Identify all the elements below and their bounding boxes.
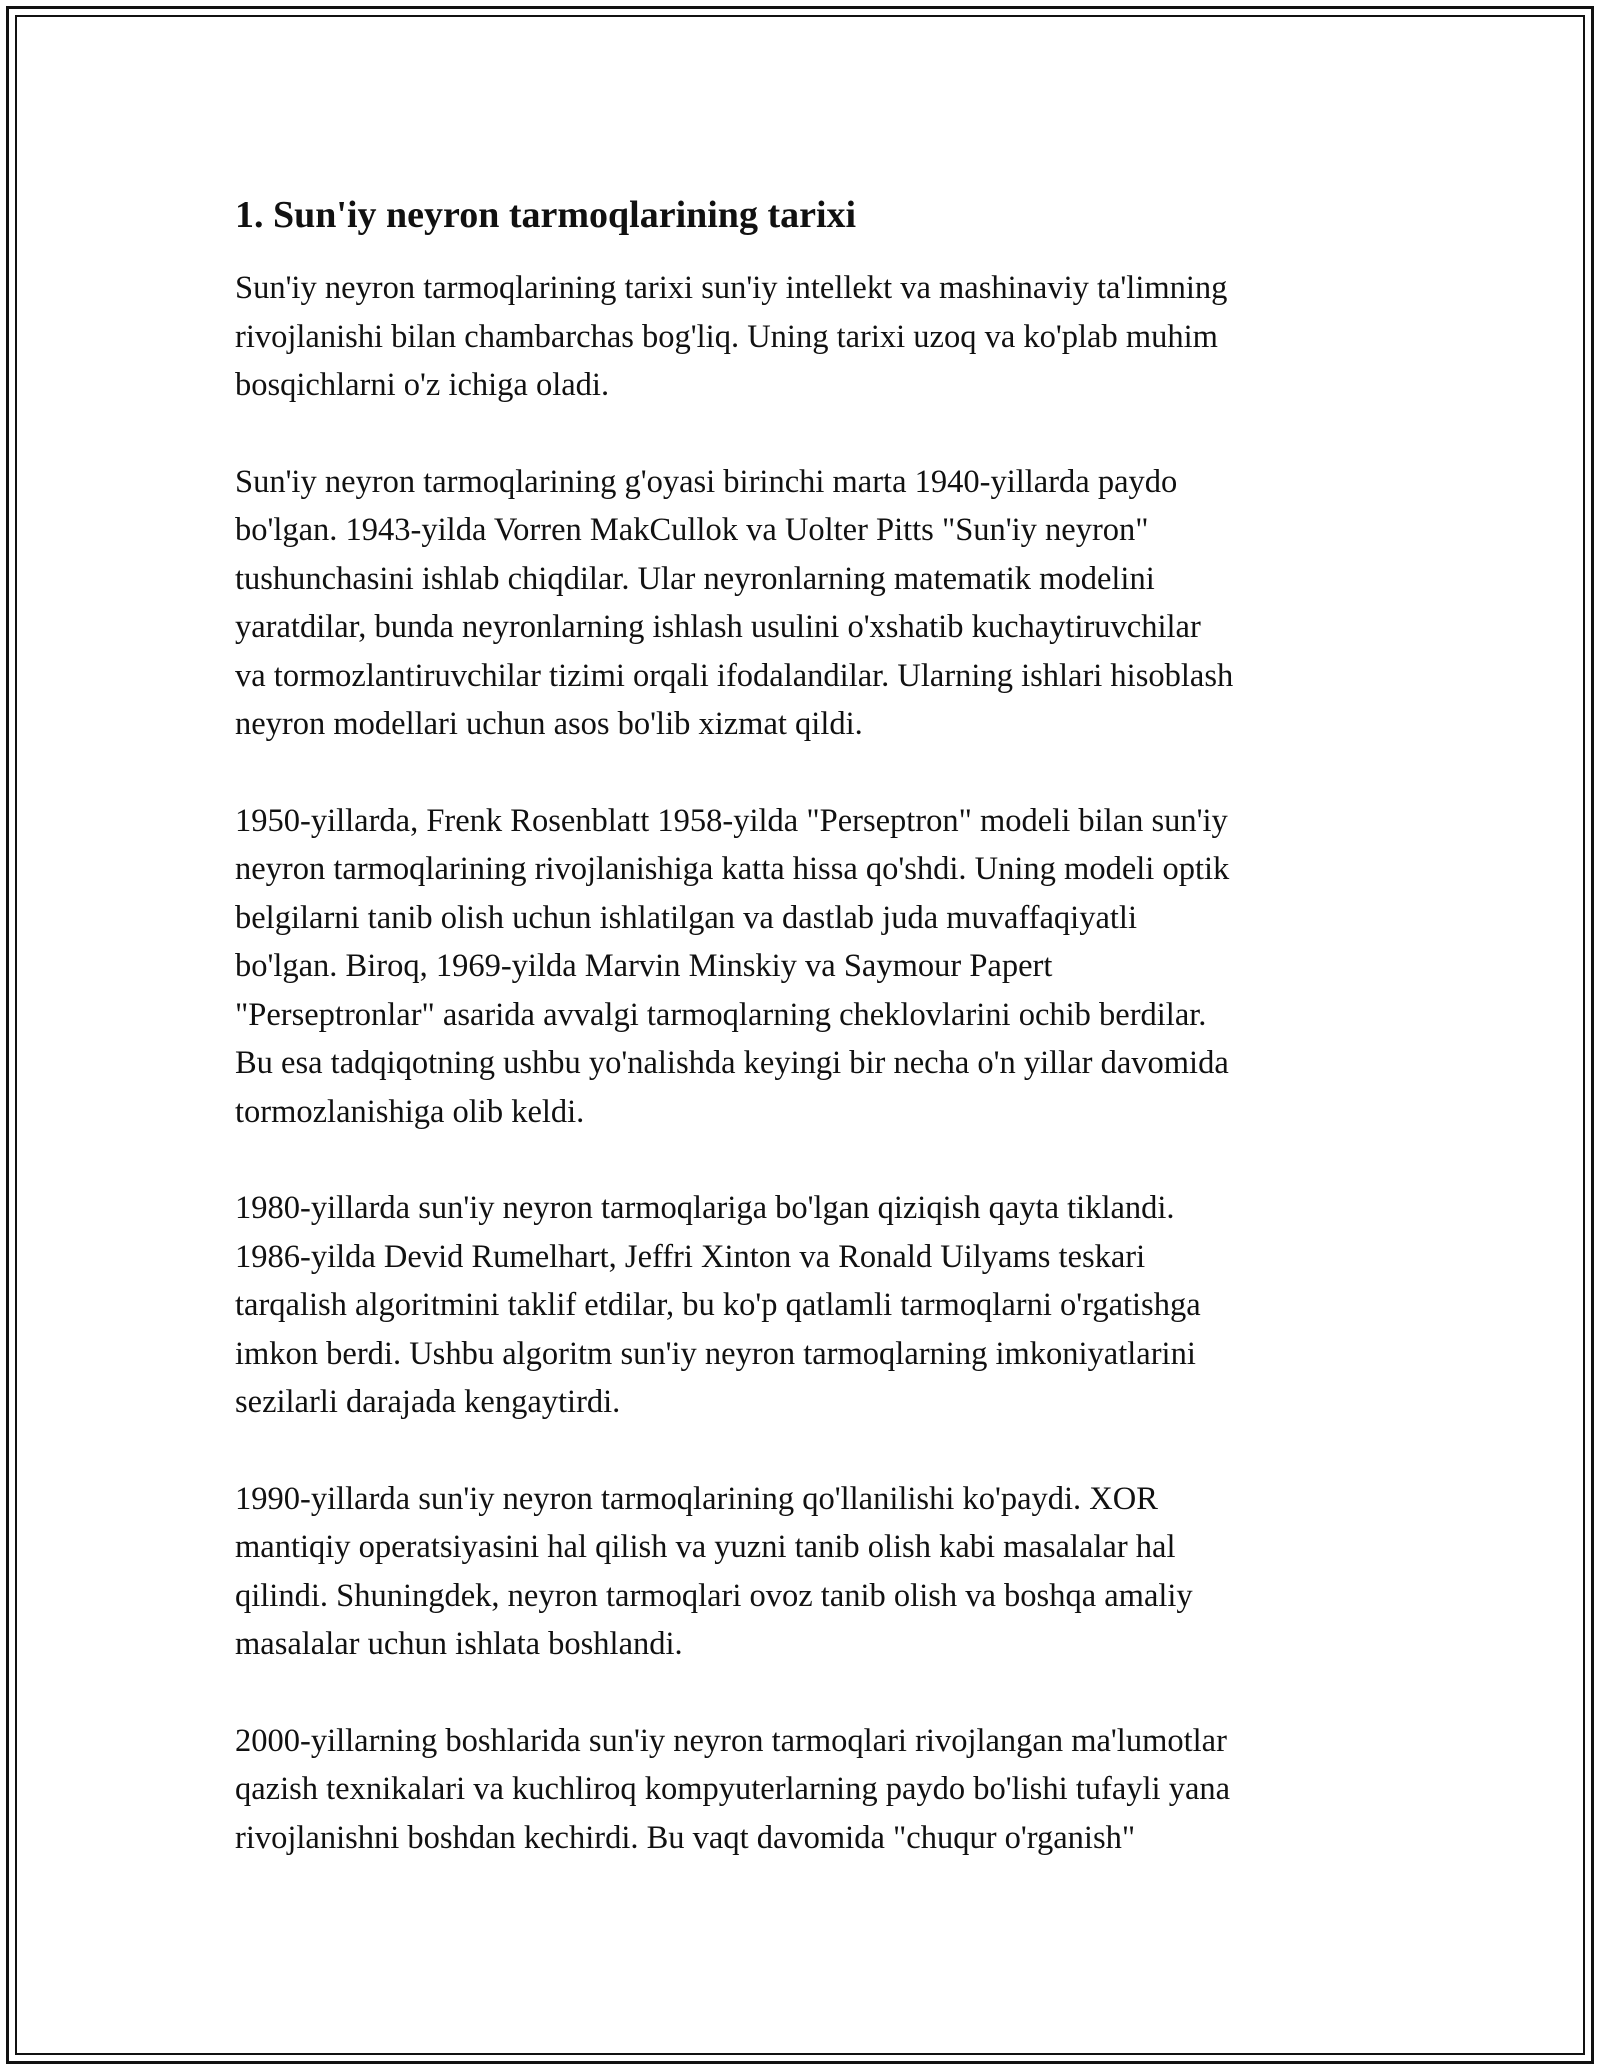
- paragraph-1950s: 1950-yillarda, Frenk Rosenblatt 1958-yilda "Perseptron" modeli bilan sun'iy neyron tarmoqlarining rivojlanishiga katta hissa qo'shdi. Uning modeli optik belgilarni tanib olish uchun ishlatilgan va dastlab juda muvaffaqiyatli bo'lgan. Biroq, 1969-yilda Marvin Minskiy va Saymour Papert "Perseptronlar" asarida avvalgi tarmoqlarning cheklovlarini ochib berdilar. Bu esa tadqiqotning ushbu yo'nalishda keyingi bir necha o'n yillar davomida tormozlanishiga olib keldi.: [235, 802, 1230, 1130]
- document-body: [235, 190, 1380, 1910]
- paragraph-2000s: 2000-yillarning boshlarida sun'iy neyron tarmoqlari rivojlangan ma'lumotlar qazish texnikalari va kuchliroq kompyuterlarning paydo bo'lishi tufayli yana rivojlanishni boshdan kechirdi. Bu vaqt davomida "chuqur o'rganish": [235, 1722, 1231, 1856]
- paragraph-1990s: 1990-yillarda sun'iy neyron tarmoqlarining qo'llanilishi ko'paydi. XOR mantiqiy operatsiyasini hal qilish va yuzni tanib olish kabi masalalar hal qilindi. Shuningdek, neyron tarmoqlari ovoz tanib olish va boshqa amaliy masalalar uchun ishlata boshlandi.: [235, 1480, 1193, 1662]
- section-heading: 1. Sun'iy neyron tarmoqlarining tarixi: [235, 194, 857, 236]
- paragraph-1940s: Sun'iy neyron tarmoqlarining g'oyasi birinchi marta 1940-yillarda paydo bo'lgan. 1943-yilda Vorren MakCullok va Uolter Pitts "Sun'iy neyron" tushunchasini ishlab chiqdilar. Ular neyronlarning matematik modelini yaratdilar, bunda neyronlarning ishlash usulini o'xshatib kuchaytiruvchilar va tormozlantiruvchilar tizimi orqali ifodalandilar. Ularning ishlari hisoblash neyron modellari uchun asos bo'lib xizmat qildi.: [235, 463, 1234, 742]
- paragraph-intro: Sun'iy neyron tarmoqlarining tarixi sun'iy intellekt va mashinaviy ta'limning rivojlanishi bilan chambarchas bog'liq. Uning tarixi uzoq va ko'plab muhim bosqichlarni o'z ichiga oladi.: [235, 270, 1228, 403]
- paragraph-1980s: 1980-yillarda sun'iy neyron tarmoqlariga bo'lgan qiziqish qayta tiklandi. 1986-yilda Devid Rumelhart, Jeffri Xinton va Ronald Uilyams teskari tarqalish algoritmini taklif etdilar, bu ko'p qatlamli tarmoqlarni o'rgatishga imkon berdi. Ushbu algoritm sun'iy neyron tarmoqlarning imkoniyatlarini sezilarli darajada kengaytirdi.: [235, 1190, 1201, 1420]
